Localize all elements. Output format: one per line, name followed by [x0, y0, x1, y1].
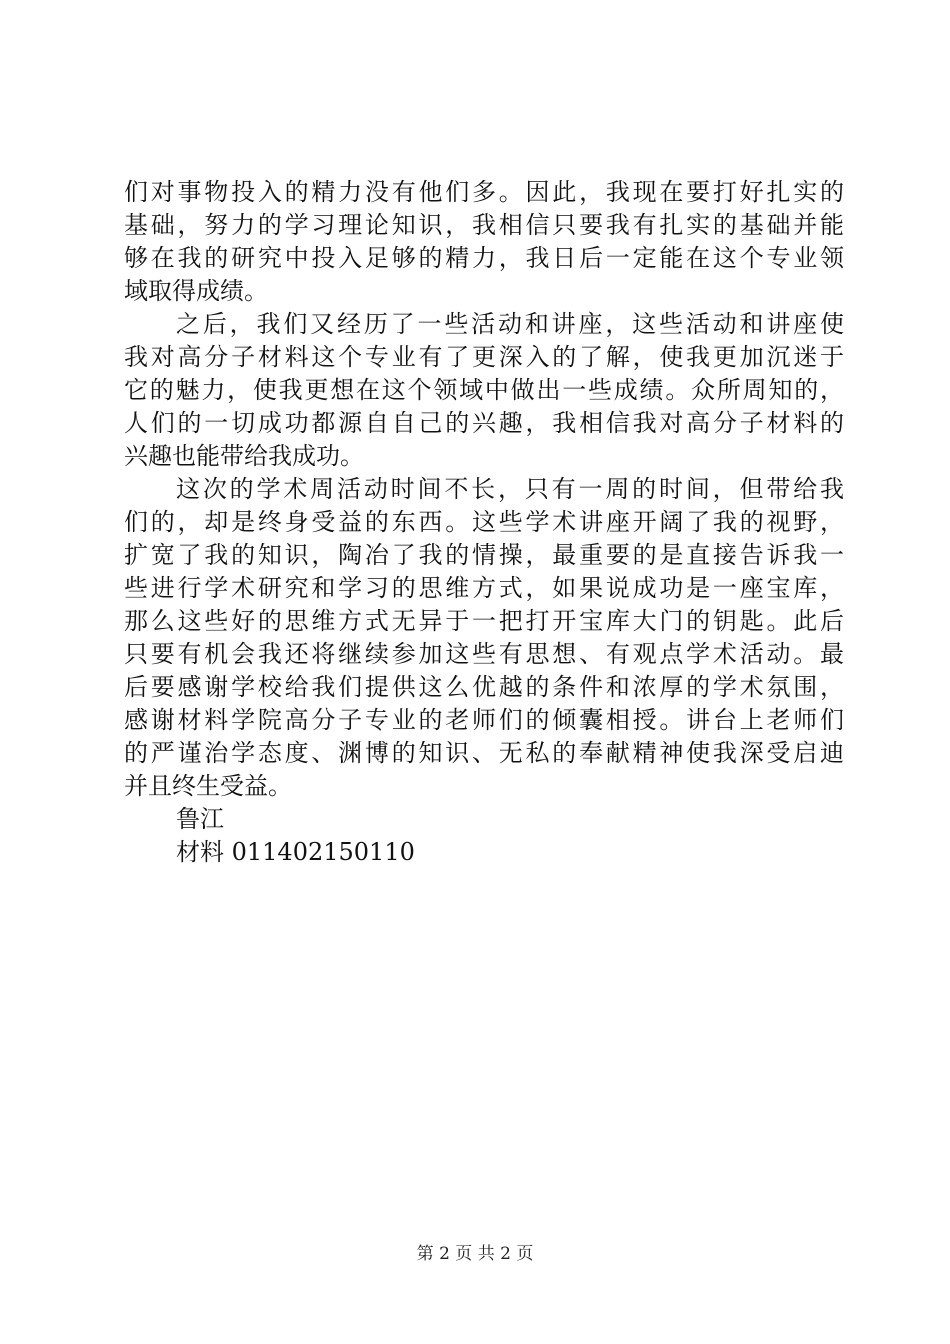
page-number-footer: 第 2 页 共 2 页	[416, 1244, 534, 1264]
paragraph-3	[124, 473, 844, 803]
text-line: 人们的一切成功都源自自己的兴趣，我相信我对高分子材料的	[124, 409, 844, 437]
paragraph-1	[124, 176, 844, 308]
text-line: 只要有机会我还将继续参加这些有思想、有观点学术活动。最	[124, 640, 844, 668]
text-line: 之后，我们又经历了一些活动和讲座，这些活动和讲座使	[176, 310, 844, 338]
paragraph-2	[124, 308, 844, 473]
signature-block	[124, 803, 844, 869]
text-line: 的严谨治学态度、渊博的知识、无私的奉献精神使我深受启迪	[124, 739, 844, 767]
text-line: 们对事物投入的精力没有他们多。因此，我现在要打好扎实的	[124, 178, 844, 206]
text-line: 扩宽了我的知识，陶冶了我的情操，最重要的是直接告诉我一	[124, 541, 844, 569]
author-name: 鲁江	[176, 805, 224, 833]
text-line: 它的魅力，使我更想在这个领域中做出一些成绩。众所周知的，	[124, 376, 844, 404]
text-line: 些进行学术研究和学习的思维方式，如果说成功是一座宝库，	[124, 574, 844, 602]
text-line: 域取得成绩。	[124, 277, 268, 305]
text-line: 够在我的研究中投入足够的精力，我日后一定能在这个专业领	[124, 244, 844, 272]
text-line: 感谢材料学院高分子专业的老师们的倾囊相授。讲台上老师们	[124, 706, 844, 734]
text-line: 并且终生受益。	[124, 772, 292, 800]
document-body	[124, 176, 844, 869]
text-line: 这次的学术周活动时间不长，只有一周的时间，但带给我	[176, 475, 844, 503]
text-line: 基础，努力的学习理论知识，我相信只要我有扎实的基础并能	[124, 211, 844, 239]
text-line: 那么这些好的思维方式无异于一把打开宝库大门的钥匙。此后	[124, 607, 844, 635]
text-line: 后要感谢学校给我们提供这么优越的条件和浓厚的学术氛围，	[124, 673, 844, 701]
text-line: 我对高分子材料这个专业有了更深入的了解，使我更加沉迷于	[124, 343, 844, 371]
text-line: 们的，却是终身受益的东西。这些学术讲座开阔了我的视野，	[124, 508, 844, 536]
text-line: 兴趣也能带给我成功。	[124, 442, 364, 470]
author-affiliation: 材料 011402150110	[176, 838, 415, 866]
